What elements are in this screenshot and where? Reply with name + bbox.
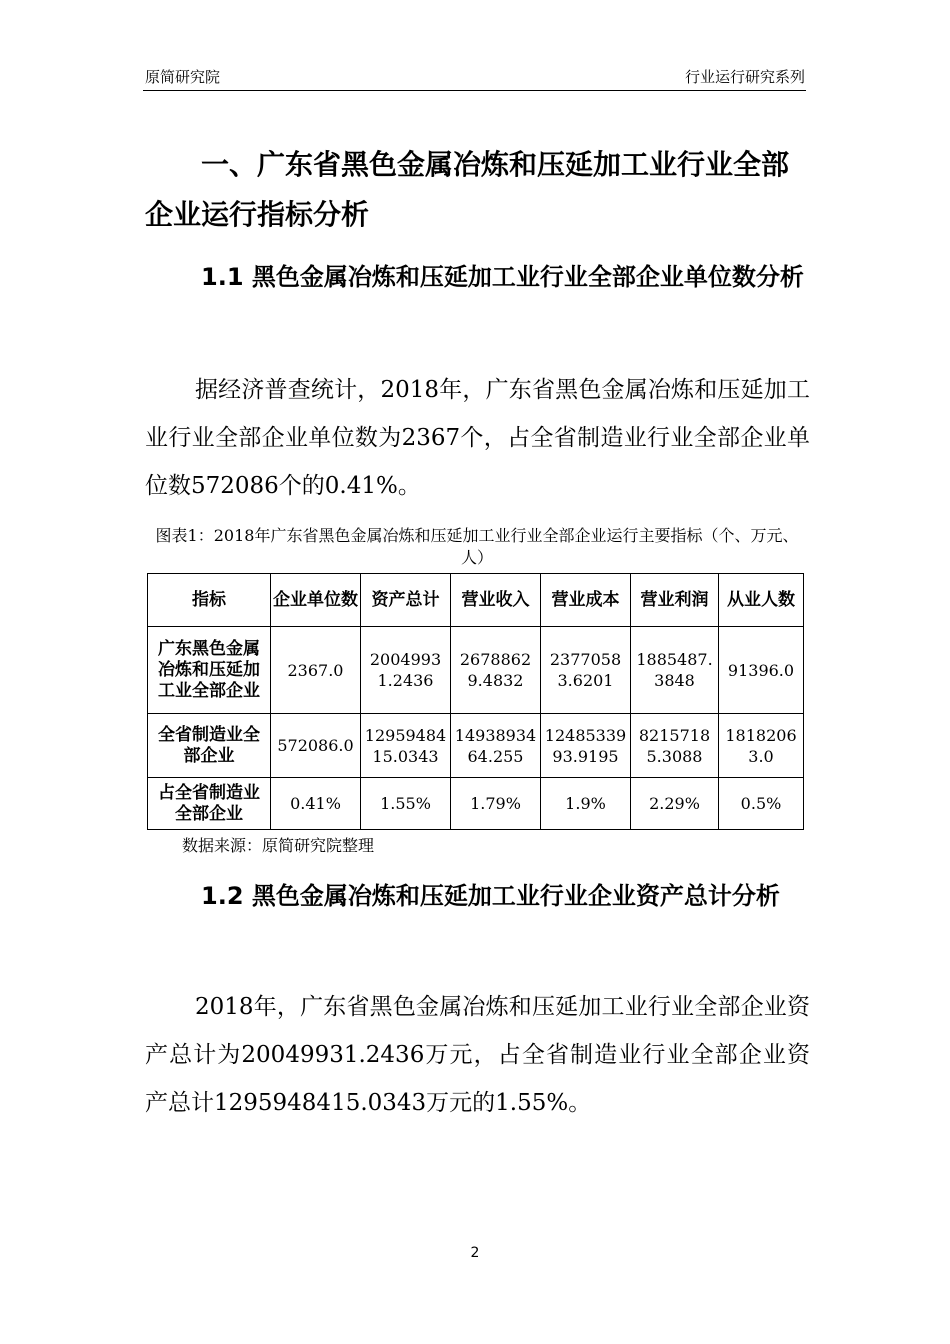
table-cell: 1.79% — [451, 778, 541, 830]
table-cell: 91396.0 — [719, 627, 804, 714]
table-cell: 2367.0 — [271, 627, 361, 714]
table-cell: 20049931.2436 — [361, 627, 451, 714]
table-row — [148, 714, 804, 778]
table-cell: 1295948415.0343 — [361, 714, 451, 778]
table-cell: 18182063.0 — [719, 714, 804, 778]
table-cell: 0.41% — [271, 778, 361, 830]
table-cell: 1.9% — [541, 778, 631, 830]
table-cell: 1248533993.9195 — [541, 714, 631, 778]
section-paragraph-1: 据经济普查统计，2018年，广东省黑色金属冶炼和压延加工业行业全部企业单位数为2367个，占全省制造业行业全部企业单位数572086个的0.41%。 — [145, 377, 810, 499]
header-divider — [143, 90, 806, 91]
column-header: 营业利润 — [631, 574, 719, 627]
table-row — [148, 627, 804, 714]
header-left: 原简研究院 — [145, 68, 221, 86]
page-title: 一、广东省黑色金属冶炼和压延加工业行业全部企业运行指标分析 — [145, 148, 790, 231]
indicator-table — [147, 573, 804, 830]
header-right: 行业运行研究系列 — [684, 68, 805, 86]
table-cell: 1.55% — [361, 778, 451, 830]
column-header: 营业成本 — [541, 574, 631, 627]
table-source: 数据来源：原简研究院整理 — [182, 836, 375, 855]
table-cell: 0.5% — [719, 778, 804, 830]
table-cell: 1493893464.255 — [451, 714, 541, 778]
page-number: 2 — [470, 1245, 480, 1261]
section-paragraph-2: 2018年，广东省黑色金属冶炼和压延加工业行业全部企业资产总计为20049931.2436万元，占全省制造业行业全部企业资产总计1295948415.0343万元的1.55%。 — [145, 994, 810, 1116]
column-header: 企业单位数 — [271, 574, 361, 627]
row-label: 广东黑色金属冶炼和压延加工业全部企业 — [148, 627, 271, 714]
column-header: 从业人数 — [719, 574, 804, 627]
table-header-row — [148, 574, 804, 627]
table-cell: 572086.0 — [271, 714, 361, 778]
table-cell: 2.29% — [631, 778, 719, 830]
section-heading-1: 1.1 黑色金属冶炼和压延加工业行业全部企业单位数分析 — [201, 263, 804, 291]
column-header: 资产总计 — [361, 574, 451, 627]
table-cell: 82157185.3088 — [631, 714, 719, 778]
table-cell: 23770583.6201 — [541, 627, 631, 714]
column-header: 营业收入 — [451, 574, 541, 627]
table-row — [148, 778, 804, 830]
column-header: 指标 — [148, 574, 271, 627]
section-heading-2: 1.2 黑色金属冶炼和压延加工业行业企业资产总计分析 — [201, 882, 780, 910]
table-caption: 图表1：2018年广东省黑色金属冶炼和压延加工业行业全部企业运行主要指标（个、万元、人） — [155, 526, 799, 567]
table-cell: 26788629.4832 — [451, 627, 541, 714]
table-cell: 1885487.3848 — [631, 627, 719, 714]
row-label: 占全省制造业全部企业 — [148, 778, 271, 830]
row-label: 全省制造业全部企业 — [148, 714, 271, 778]
